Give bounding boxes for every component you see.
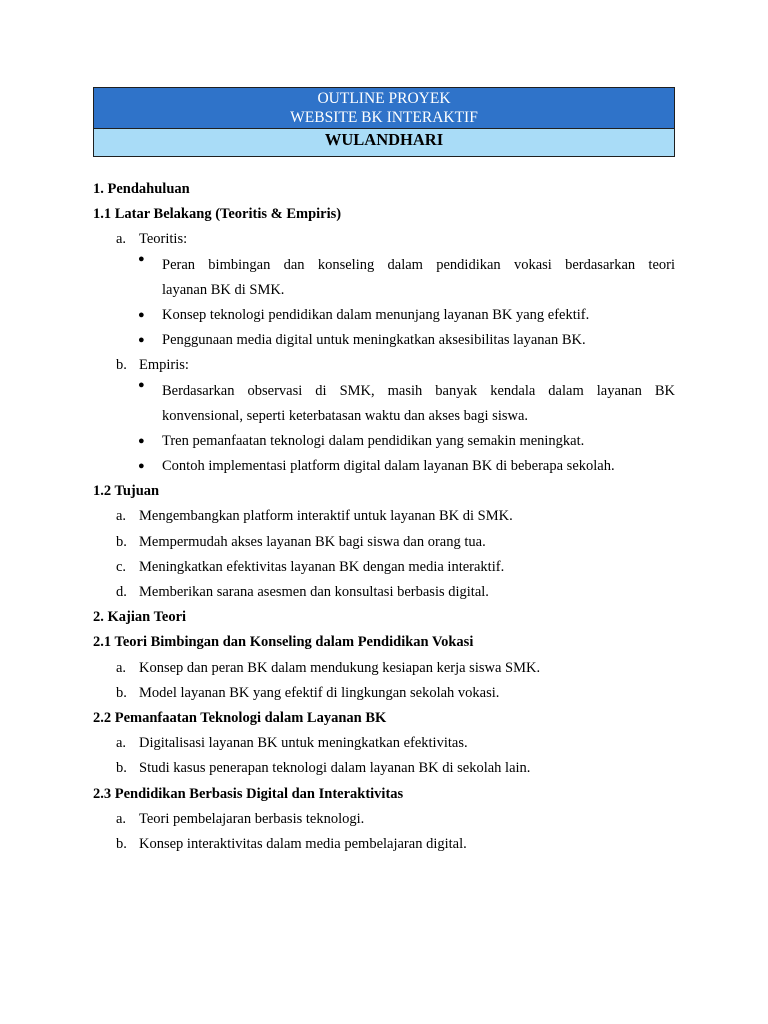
list-item-text: Teoritis: bbox=[139, 231, 188, 248]
title-line-1: OUTLINE PROYEK bbox=[317, 90, 451, 107]
bullet-icon: ● bbox=[138, 334, 145, 347]
list-item bbox=[93, 832, 675, 857]
list-item-text: Studi kasus penerapan teknologi dalam layanan BK di sekolah lain. bbox=[139, 760, 531, 777]
list-item-text: Empiris: bbox=[139, 357, 189, 374]
list-item bbox=[93, 681, 675, 706]
list-item bbox=[93, 504, 675, 529]
list-marker: b. bbox=[116, 684, 127, 701]
list-marker: b. bbox=[116, 760, 127, 777]
list-item bbox=[93, 580, 675, 605]
list-item bbox=[93, 756, 675, 781]
list-item-text: Teori pembelajaran berbasis teknologi. bbox=[139, 810, 365, 827]
bullet-text: Tren pemanfaatan teknologi dalam pendidikan yang semakin meningkat. bbox=[162, 432, 585, 449]
list-item bbox=[93, 807, 675, 832]
list-item bbox=[93, 227, 675, 252]
bullet-item bbox=[93, 328, 675, 353]
bullet-item bbox=[93, 253, 675, 303]
bullet-icon: ● bbox=[138, 308, 145, 321]
bullet-text: Penggunaan media digital untuk meningkatkan aksesibilitas layanan BK. bbox=[162, 332, 586, 349]
subsection-heading: 2.3 Pendidikan Berbasis Digital dan Interaktivitas bbox=[93, 785, 404, 802]
list-item bbox=[93, 555, 675, 580]
list-marker: a. bbox=[116, 735, 127, 752]
list-marker: a. bbox=[116, 810, 127, 827]
bullet-text-line: Peran bimbingan dan konseling dalam pendidikan vokasi berdasarkan teori bbox=[162, 256, 675, 273]
bullet-icon: ● bbox=[138, 378, 145, 391]
section-heading: 2. Kajian Teori bbox=[93, 609, 187, 626]
list-item-text: Mempermudah akses layanan BK bagi siswa dan orang tua. bbox=[139, 533, 486, 550]
outline-body bbox=[93, 177, 675, 857]
list-marker: d. bbox=[116, 584, 127, 600]
list-marker: b. bbox=[116, 835, 127, 852]
bullet-icon: ● bbox=[138, 460, 145, 473]
list-item-text: Mengembangkan platform interaktif untuk layanan BK di SMK. bbox=[139, 508, 513, 525]
list-item bbox=[93, 530, 675, 555]
title-header-cell bbox=[94, 88, 674, 129]
list-item-text: Memberikan sarana asesmen dan konsultasi berbasis digital. bbox=[139, 584, 489, 600]
list-item-text: Model layanan BK yang efektif di lingkungan sekolah vokasi. bbox=[139, 684, 500, 701]
bullet-text: Contoh implementasi platform digital dalam layanan BK di beberapa sekolah. bbox=[162, 458, 615, 475]
list-marker: b. bbox=[116, 357, 127, 374]
list-item bbox=[93, 731, 675, 756]
subsection-heading: 1.1 Latar Belakang (Teoritis & Empiris) bbox=[93, 206, 342, 223]
title-table bbox=[93, 87, 675, 157]
bullet-item bbox=[93, 303, 675, 328]
bullet-icon: ● bbox=[138, 434, 145, 447]
list-marker: a. bbox=[116, 231, 127, 248]
list-item-text: Digitalisasi layanan BK untuk meningkatkan efektivitas. bbox=[139, 735, 468, 752]
list-item-text: Konsep interaktivitas dalam media pembelajaran digital. bbox=[139, 835, 467, 852]
subsection-heading: 2.2 Pemanfaatan Teknologi dalam Layanan BK bbox=[93, 709, 387, 726]
bullet-item bbox=[93, 429, 675, 454]
list-item bbox=[93, 656, 675, 681]
bullet-text-line: Berdasarkan observasi di SMK, masih banyak kendala dalam layanan BK bbox=[162, 382, 675, 399]
list-marker: a. bbox=[116, 508, 127, 525]
title-line-2: WEBSITE BK INTERAKTIF bbox=[290, 109, 478, 126]
bullet-item bbox=[93, 379, 675, 429]
subsection-heading: 1.2 Tujuan bbox=[93, 483, 160, 500]
list-item-text: Konsep dan peran BK dalam mendukung kesiapan kerja siswa SMK. bbox=[139, 659, 541, 676]
bullet-text: Konsep teknologi pendidikan dalam menunjang layanan BK yang efektif. bbox=[162, 306, 590, 323]
list-marker: c. bbox=[116, 558, 127, 575]
subsection-heading: 2.1 Teori Bimbingan dan Konseling dalam Pendidikan Vokasi bbox=[93, 634, 474, 651]
bullet-icon: ● bbox=[138, 252, 145, 265]
section-heading: 1. Pendahuluan bbox=[93, 181, 190, 197]
bullet-item bbox=[93, 454, 675, 479]
bullet-text-line: layanan BK di SMK. bbox=[162, 281, 285, 298]
bullet-text-line: konvensional, seperti keterbatasan waktu dan akses bagi siswa. bbox=[162, 407, 529, 424]
list-item bbox=[93, 353, 675, 378]
list-marker: b. bbox=[116, 533, 127, 550]
list-item-text: Meningkatkan efektivitas layanan BK dengan media interaktif. bbox=[139, 558, 505, 575]
author-cell: WULANDHARI bbox=[94, 129, 674, 156]
list-marker: a. bbox=[116, 659, 127, 676]
